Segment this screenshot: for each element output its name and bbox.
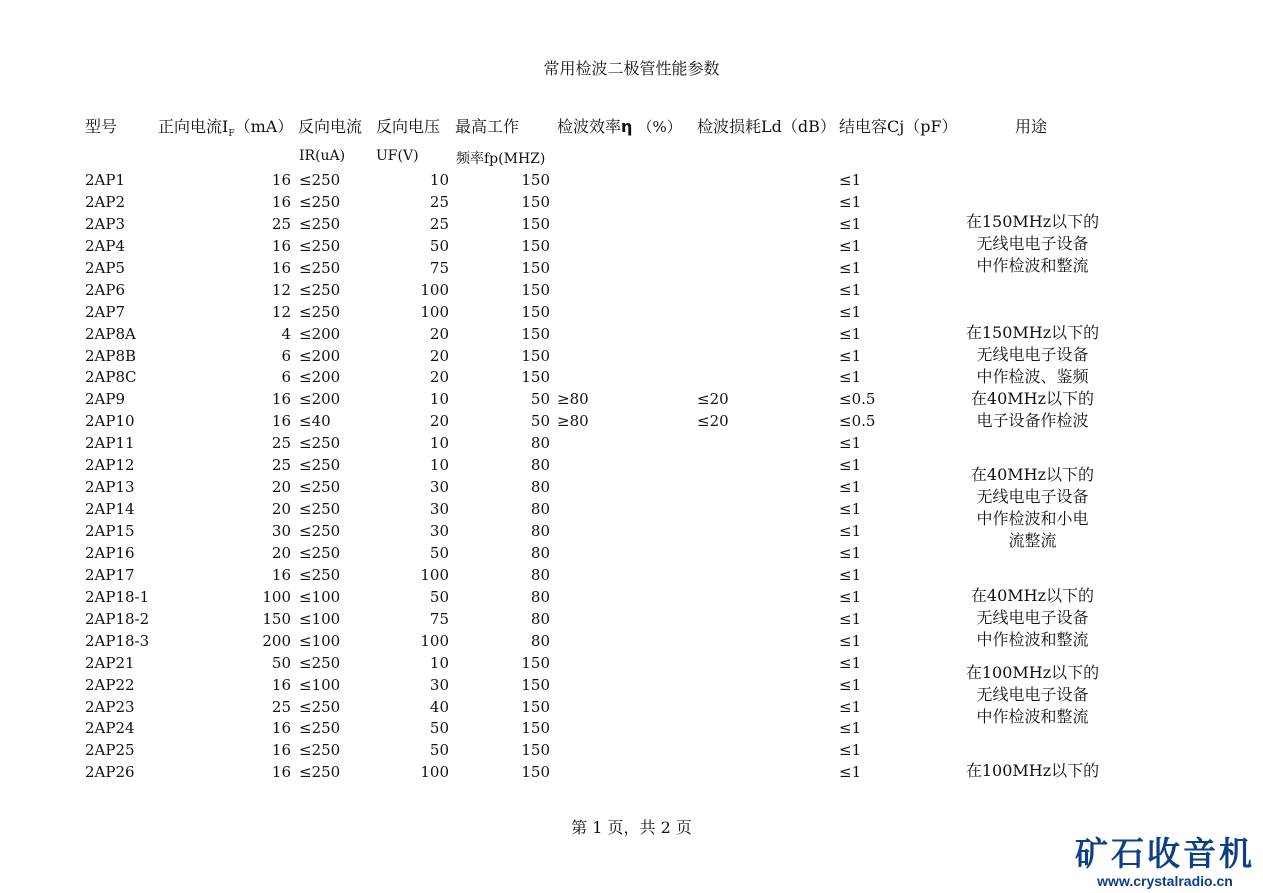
max-freq-cell: 150 [521, 346, 550, 365]
reverse-current-cell: ≤250 [299, 653, 341, 672]
forward-current-cell: 25 [271, 697, 291, 716]
reverse-voltage-cell: 50 [429, 543, 449, 562]
reverse-voltage-cell: 30 [429, 500, 449, 519]
reverse-current-cell: ≤250 [299, 697, 341, 716]
forward-current-cell: 30 [271, 522, 291, 540]
forward-current-cell: 16 [271, 719, 291, 738]
page-title: 常用检波二极管性能参数 [543, 59, 720, 78]
header-forward-current [158, 114, 293, 139]
reverse-voltage-cell: 50 [429, 741, 449, 760]
header-max-freq: 最高工作 [455, 117, 520, 136]
capacitance-cell: ≤1 [839, 697, 862, 716]
max-freq-cell: 150 [521, 675, 550, 694]
forward-current-cell: 25 [271, 434, 291, 453]
max-freq-cell: 80 [530, 631, 550, 650]
reverse-voltage-cell: 30 [429, 675, 449, 694]
usage-note-line: 在40MHz以下的 [970, 389, 1095, 408]
usage-note-line: 电子设备作检波 [976, 411, 1089, 430]
usage-note-line: 在40MHz以下的 [970, 586, 1095, 605]
usage-note-line: 无线电电子设备 [976, 234, 1089, 253]
capacitance-cell: ≤1 [839, 741, 862, 760]
header-loss: 检波损耗Ld（dB） [697, 117, 836, 136]
model-cell: 2AP17 [85, 565, 135, 584]
capacitance-cell: ≤1 [839, 456, 862, 475]
loss-cell: ≤20 [697, 390, 729, 409]
model-cell: 2AP8A [85, 324, 136, 343]
reverse-voltage-cell: 20 [429, 368, 449, 387]
max-freq-cell: 80 [530, 543, 550, 562]
max-freq-cell: 150 [521, 697, 550, 716]
reverse-current-cell: ≤250 [299, 456, 341, 475]
forward-current-cell: 16 [271, 763, 291, 782]
usage-note-line: 中作检波和整流 [976, 630, 1089, 649]
model-cell: 2AP22 [85, 675, 135, 694]
max-freq-cell: 150 [521, 258, 550, 277]
capacitance-cell: ≤1 [839, 368, 862, 387]
table-row [0, 169, 1263, 191]
usage-note [955, 760, 1110, 782]
header-efficiency [557, 114, 682, 137]
reverse-voltage-cell: 100 [420, 280, 449, 299]
model-cell: 2AP1 [85, 171, 126, 189]
capacitance-cell: ≤1 [839, 346, 862, 365]
model-cell: 2AP8C [85, 368, 137, 387]
forward-current-cell: 20 [271, 478, 291, 497]
forward-current-cell: 12 [271, 280, 291, 299]
reverse-current-cell: ≤250 [299, 302, 341, 321]
reverse-voltage-cell: 100 [420, 763, 449, 782]
capacitance-cell: ≤1 [839, 478, 862, 497]
reverse-current-cell: ≤250 [299, 719, 341, 738]
header-forward-current-label: 正向电流I [158, 117, 229, 136]
model-cell: 2AP8B [85, 346, 137, 365]
reverse-current-cell: ≤40 [299, 412, 331, 431]
capacitance-cell: ≤1 [839, 719, 862, 738]
usage-note-line: 无线电电子设备 [976, 345, 1089, 364]
forward-current-cell: 20 [271, 500, 291, 519]
loss-cell: ≤20 [697, 412, 729, 431]
forward-current-cell: 25 [271, 456, 291, 475]
subheader-reverse-voltage: UF(V) [376, 148, 419, 164]
capacitance-cell: ≤1 [839, 192, 862, 211]
model-cell: 2AP18-3 [85, 631, 150, 650]
table-row [0, 301, 1263, 323]
usage-note-line: 无线电电子设备 [976, 487, 1089, 506]
capacitance-cell: ≤1 [839, 609, 862, 628]
max-freq-cell: 150 [521, 214, 550, 233]
table-row [0, 432, 1263, 454]
max-freq-cell: 80 [530, 522, 550, 540]
model-cell: 2AP18-2 [85, 609, 150, 628]
capacitance-cell: ≤0.5 [839, 390, 876, 409]
max-freq-cell: 150 [521, 236, 550, 255]
capacitance-cell: ≤0.5 [839, 412, 876, 431]
model-cell: 2AP23 [85, 697, 135, 716]
model-cell: 2AP18-1 [85, 587, 150, 606]
usage-note [955, 464, 1110, 552]
forward-current-cell: 6 [281, 346, 291, 365]
model-cell: 2AP16 [85, 543, 135, 562]
max-freq-cell: 80 [530, 587, 550, 606]
efficiency-cell: ≥80 [557, 412, 589, 431]
page-footer: 第 1 页，共 2 页 [571, 818, 692, 837]
reverse-current-cell: ≤250 [299, 763, 341, 782]
max-freq-cell: 80 [530, 565, 550, 584]
reverse-voltage-cell: 50 [429, 719, 449, 738]
model-cell: 2AP7 [85, 302, 126, 321]
forward-current-cell: 12 [271, 302, 291, 321]
reverse-voltage-cell: 100 [420, 565, 449, 584]
reverse-current-cell: ≤100 [299, 587, 341, 606]
forward-current-cell: 16 [271, 741, 291, 760]
capacitance-cell: ≤1 [839, 171, 862, 189]
reverse-current-cell: ≤200 [299, 346, 341, 365]
reverse-voltage-cell: 25 [429, 214, 449, 233]
model-cell: 2AP2 [85, 192, 126, 211]
capacitance-cell: ≤1 [839, 324, 862, 343]
header-capacitance: 结电容Cj（pF） [839, 117, 958, 136]
forward-current-cell: 16 [271, 236, 291, 255]
forward-current-cell: 200 [262, 631, 291, 650]
max-freq-cell: 80 [530, 456, 550, 475]
reverse-voltage-cell: 10 [429, 390, 449, 409]
logo-url: www.crystalradio.cn [1097, 873, 1233, 889]
model-cell: 2AP24 [85, 719, 135, 738]
capacitance-cell: ≤1 [839, 302, 862, 321]
header-efficiency-symbol: η [621, 117, 633, 136]
forward-current-cell: 100 [262, 587, 291, 606]
max-freq-cell: 80 [530, 500, 550, 519]
capacitance-cell: ≤1 [839, 214, 862, 233]
reverse-voltage-cell: 40 [429, 697, 449, 716]
usage-note-line: 中作检波和整流 [976, 707, 1089, 726]
forward-current-cell: 20 [271, 543, 291, 562]
capacitance-cell: ≤1 [839, 434, 862, 453]
max-freq-cell: 150 [521, 280, 550, 299]
model-cell: 2AP4 [85, 236, 126, 255]
max-freq-cell: 150 [521, 741, 550, 760]
reverse-current-cell: ≤250 [299, 214, 341, 233]
usage-note-line: 中作检波和小电 [976, 509, 1089, 528]
usage-note [955, 211, 1110, 277]
reverse-current-cell: ≤100 [299, 675, 341, 694]
forward-current-cell: 4 [281, 324, 291, 343]
reverse-current-cell: ≤200 [299, 368, 341, 387]
capacitance-cell: ≤1 [839, 763, 862, 782]
forward-current-cell: 25 [271, 214, 291, 233]
reverse-current-cell: ≤100 [299, 631, 341, 650]
header-forward-current-subscript: F [228, 129, 235, 140]
reverse-voltage-cell: 100 [420, 302, 449, 321]
forward-current-cell: 16 [271, 390, 291, 409]
capacitance-cell: ≤1 [839, 543, 862, 562]
header-forward-current-unit: （mA） [234, 117, 294, 136]
reverse-current-cell: ≤200 [299, 390, 341, 409]
capacitance-cell: ≤1 [839, 500, 862, 519]
forward-current-cell: 50 [271, 653, 291, 672]
reverse-voltage-cell: 50 [429, 236, 449, 255]
model-cell: 2AP9 [85, 390, 126, 409]
reverse-current-cell: ≤250 [299, 236, 341, 255]
reverse-voltage-cell: 30 [429, 478, 449, 497]
usage-note-line: 在40MHz以下的 [970, 465, 1095, 484]
usage-note-line: 在150MHz以下的 [965, 323, 1100, 342]
subheader-reverse-current: IR(uA) [299, 148, 346, 164]
model-cell: 2AP5 [85, 258, 126, 277]
max-freq-cell: 150 [521, 324, 550, 343]
forward-current-cell: 16 [271, 258, 291, 277]
reverse-current-cell: ≤250 [299, 565, 341, 584]
max-freq-cell: 150 [521, 171, 550, 189]
usage-note-line: 无线电电子设备 [976, 685, 1089, 704]
max-freq-cell: 150 [521, 368, 550, 387]
header-efficiency-unit: （%） [637, 118, 682, 136]
reverse-voltage-cell: 25 [429, 192, 449, 211]
reverse-current-cell: ≤250 [299, 543, 341, 562]
forward-current-cell: 16 [271, 675, 291, 694]
efficiency-cell: ≥80 [557, 390, 589, 409]
model-cell: 2AP21 [85, 653, 135, 672]
reverse-voltage-cell: 10 [429, 653, 449, 672]
reverse-current-cell: ≤250 [299, 258, 341, 277]
forward-current-cell: 16 [271, 565, 291, 584]
max-freq-cell: 80 [530, 478, 550, 497]
model-cell: 2AP25 [85, 741, 135, 760]
subheader-max-freq: 频率fp(MHZ) [456, 151, 546, 167]
logo-text: 矿石收音机 [1075, 834, 1255, 873]
model-cell: 2AP15 [85, 522, 135, 540]
forward-current-cell: 6 [281, 368, 291, 387]
model-cell: 2AP11 [85, 434, 135, 453]
max-freq-cell: 150 [521, 763, 550, 782]
capacitance-cell: ≤1 [839, 280, 862, 299]
reverse-current-cell: ≤200 [299, 324, 341, 343]
usage-note-line: 在150MHz以下的 [965, 212, 1100, 231]
reverse-voltage-cell: 20 [429, 346, 449, 365]
reverse-current-cell: ≤250 [299, 192, 341, 211]
reverse-voltage-cell: 20 [429, 412, 449, 431]
forward-current-cell: 16 [271, 412, 291, 431]
usage-note [955, 585, 1110, 651]
reverse-current-cell: ≤250 [299, 522, 341, 540]
header-reverse-current: 反向电流 [298, 117, 363, 136]
max-freq-cell: 150 [521, 719, 550, 738]
forward-current-cell: 16 [271, 171, 291, 189]
capacitance-cell: ≤1 [839, 587, 862, 606]
max-freq-cell: 80 [530, 609, 550, 628]
usage-note-line: 在100MHz以下的 [965, 761, 1100, 780]
forward-current-cell: 16 [271, 192, 291, 211]
capacitance-cell: ≤1 [839, 653, 862, 672]
header-model: 型号 [85, 117, 118, 136]
usage-note-line: 在100MHz以下的 [965, 663, 1100, 682]
reverse-current-cell: ≤250 [299, 434, 341, 453]
reverse-voltage-cell: 50 [429, 587, 449, 606]
model-cell: 2AP3 [85, 214, 126, 233]
reverse-current-cell: ≤250 [299, 280, 341, 299]
reverse-current-cell: ≤100 [299, 609, 341, 628]
header-efficiency-label: 检波效率 [557, 117, 622, 136]
usage-note [955, 662, 1110, 728]
max-freq-cell: 150 [521, 192, 550, 211]
capacitance-cell: ≤1 [839, 522, 862, 540]
usage-note-line: 无线电电子设备 [976, 608, 1089, 627]
capacitance-cell: ≤1 [839, 565, 862, 584]
model-cell: 2AP6 [85, 280, 126, 299]
usage-note [955, 388, 1110, 432]
forward-current-cell: 150 [262, 609, 291, 628]
header-usage: 用途 [1015, 117, 1048, 136]
reverse-current-cell: ≤250 [299, 741, 341, 760]
reverse-current-cell: ≤250 [299, 171, 341, 189]
capacitance-cell: ≤1 [839, 675, 862, 694]
usage-note [955, 322, 1110, 388]
reverse-voltage-cell: 75 [429, 258, 449, 277]
capacitance-cell: ≤1 [839, 236, 862, 255]
usage-note-line: 中作检波、鉴频 [976, 367, 1089, 386]
reverse-voltage-cell: 30 [429, 522, 449, 540]
max-freq-cell: 150 [521, 653, 550, 672]
max-freq-cell: 150 [521, 302, 550, 321]
model-cell: 2AP12 [85, 456, 135, 475]
max-freq-cell: 50 [530, 412, 550, 431]
reverse-voltage-cell: 10 [429, 434, 449, 453]
table-row [0, 191, 1263, 213]
table-row [0, 279, 1263, 301]
reverse-voltage-cell: 10 [429, 456, 449, 475]
capacitance-cell: ≤1 [839, 258, 862, 277]
max-freq-cell: 50 [530, 390, 550, 409]
usage-note-line: 流整流 [1008, 531, 1057, 550]
reverse-voltage-cell: 10 [429, 171, 449, 189]
table-row [0, 564, 1263, 586]
reverse-voltage-cell: 75 [429, 609, 449, 628]
reverse-current-cell: ≤250 [299, 500, 341, 519]
model-cell: 2AP26 [85, 763, 135, 782]
model-cell: 2AP14 [85, 500, 135, 519]
model-cell: 2AP10 [85, 412, 135, 431]
header-reverse-voltage: 反向电压 [376, 117, 441, 136]
reverse-current-cell: ≤250 [299, 478, 341, 497]
reverse-voltage-cell: 100 [420, 631, 449, 650]
model-cell: 2AP13 [85, 478, 135, 497]
reverse-voltage-cell: 20 [429, 324, 449, 343]
usage-note-line: 中作检波和整流 [976, 256, 1089, 275]
site-logo [1075, 835, 1255, 889]
capacitance-cell: ≤1 [839, 631, 862, 650]
table-row [0, 739, 1263, 761]
max-freq-cell: 80 [530, 434, 550, 453]
